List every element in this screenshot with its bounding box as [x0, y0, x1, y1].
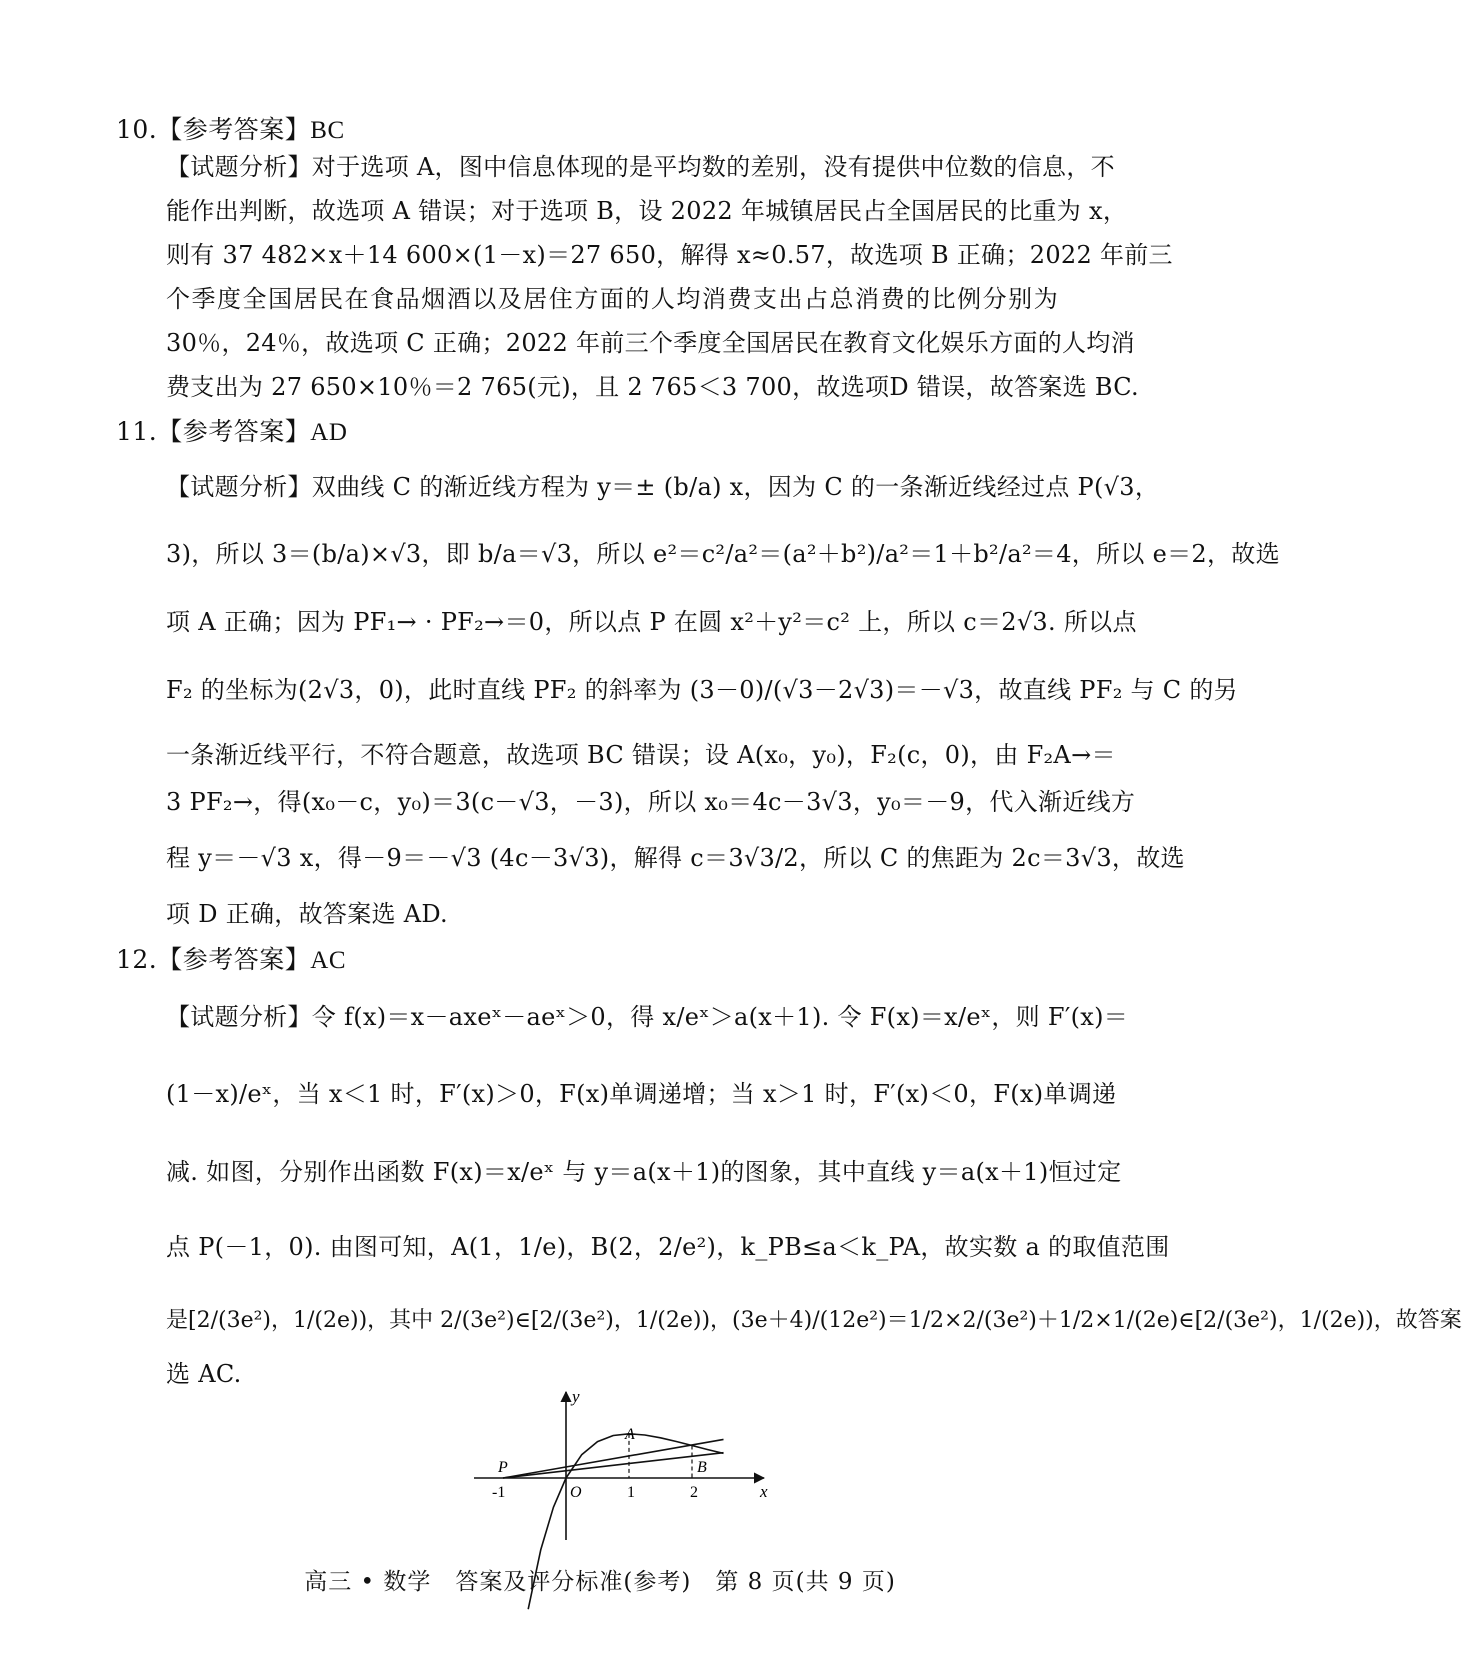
question-10-header	[116, 110, 345, 146]
question-12-header	[116, 940, 346, 976]
answer-value: AC	[310, 947, 347, 974]
answer-value: AD	[310, 419, 348, 446]
point-label-P: P	[498, 1459, 508, 1476]
q12-line-1: 【试题分析】令 f(x)＝x－axeˣ－aeˣ＞0，得 x/eˣ＞a(x＋1). 令 F(x)＝x/eˣ，则 F′(x)＝	[166, 1003, 1129, 1031]
tick-label-neg1: -1	[492, 1484, 506, 1501]
question-number: 10.	[116, 115, 158, 144]
function-graph	[464, 1388, 784, 1542]
q11-line-5: 一条渐近线平行，不符合题意，故选项 BC 错误；设 A(x₀，y₀)，F₂(c，0)，由 F₂A→＝	[166, 741, 1116, 769]
q10-line-3: 则有 37 482×x＋14 600×(1－x)＝27 650，解得 x≈0.57，故选项 B 正确；2022 年前三	[166, 241, 1173, 269]
q11-line-2: 3)，所以 3＝(b/a)×√3，即 b/a＝√3，所以 e²＝c²/a²＝(a²＋b²)/a²＝1＋b²/a²＝4，所以 e＝2，故选	[166, 540, 1280, 568]
q12-line-5: 是[2/(3e²)，1/(2e))，其中 2/(3e²)∈[2/(3e²)，1/(2e))，(3e＋4)/(12e²)＝1/2×2/(3e²)＋1/2×1/(2e)∈[2/(3e²)，1/(2e))，故答案	[166, 1308, 1462, 1333]
question-number: 11.	[116, 417, 158, 446]
footer-subject: 高三 • 数学	[304, 1569, 432, 1595]
q10-line-1: 【试题分析】对于选项 A，图中信息体现的是平均数的差别，没有提供中位数的信息，不	[166, 153, 1115, 181]
q10-line-4: 个季度全国居民在食品烟酒以及居住方面的人均消费支出占总消费的比例分别为	[166, 285, 1058, 313]
q11-line-6: 3 PF₂→，得(x₀－c，y₀)＝3(c－√3，－3)，所以 x₀＝4c－3√3，y₀＝－9，代入渐近线方	[166, 788, 1136, 816]
q10-line-6: 费支出为 27 650×10％＝2 765(元)，且 2 765＜3 700，故选项D 错误，故答案选 BC.	[166, 373, 1139, 401]
footer-title: 答案及评分标准(参考)	[455, 1569, 692, 1595]
answer-label: 【参考答案】	[157, 417, 311, 446]
q11-line-7: 程 y＝－√3 x，得－9＝－√3 (4c－3√3)，解得 c＝3√3/2，所以 C 的焦距为 2c＝3√3，故选	[166, 844, 1185, 872]
tick-label-1: 1	[627, 1484, 635, 1501]
q10-line-5: 30％，24％，故选项 C 正确；2022 年前三个季度全国居民在教育文化娱乐方面的人均消	[166, 329, 1135, 357]
q10-line-2: 能作出判断，故选项 A 错误；对于选项 B，设 2022 年城镇居民占全国居民的比重为 x，	[166, 197, 1128, 225]
question-11-header	[116, 412, 347, 448]
answer-label: 【参考答案】	[157, 115, 311, 144]
q11-line-4: F₂ 的坐标为(2√3，0)，此时直线 PF₂ 的斜率为 (3－0)/(√3－2√3)＝－√3，故直线 PF₂ 与 C 的另	[166, 676, 1238, 704]
q11-line-1: 【试题分析】双曲线 C 的渐近线方程为 y＝± (b/a) x，因为 C 的一条渐近线经过点 P(√3，	[166, 473, 1160, 501]
question-number: 12.	[116, 945, 158, 974]
footer-page-number: 第 8 页(共 9 页)	[715, 1569, 896, 1595]
q11-line-3: 项 A 正确；因为 PF₁→ · PF₂→＝0，所以点 P 在圆 x²＋y²＝c² 上，所以 c＝2√3. 所以点	[166, 608, 1137, 636]
q12-line-2: (1－x)/eˣ，当 x＜1 时，F′(x)＞0，F(x)单调递增；当 x＞1 时，F′(x)＜0，F(x)单调递	[166, 1080, 1117, 1108]
answer-label: 【参考答案】	[157, 945, 311, 974]
q12-line-4: 点 P(－1，0). 由图可知，A(1，1/e)，B(2，2/e²)，k_PB≤a＜k_PA，故实数 a 的取值范围	[166, 1233, 1170, 1261]
q12-line-3: 减. 如图，分别作出函数 F(x)＝x/eˣ 与 y＝a(x＋1)的图象，其中直线 y＝a(x＋1)恒过定	[166, 1158, 1122, 1186]
tick-label-2: 2	[690, 1484, 698, 1501]
q11-line-8: 项 D 正确，故答案选 AD.	[166, 900, 448, 928]
x-axis-label: x	[760, 1482, 768, 1501]
origin-label: O	[570, 1484, 582, 1501]
point-label-B: B	[697, 1459, 707, 1476]
answer-value: BC	[310, 117, 345, 144]
point-label-A: A	[625, 1426, 635, 1443]
page-footer	[0, 1563, 1200, 1596]
q12-line-6: 选 AC.	[166, 1360, 242, 1388]
y-axis-label: y	[572, 1387, 580, 1406]
line-PA	[503, 1439, 724, 1478]
line-PB	[503, 1453, 724, 1478]
